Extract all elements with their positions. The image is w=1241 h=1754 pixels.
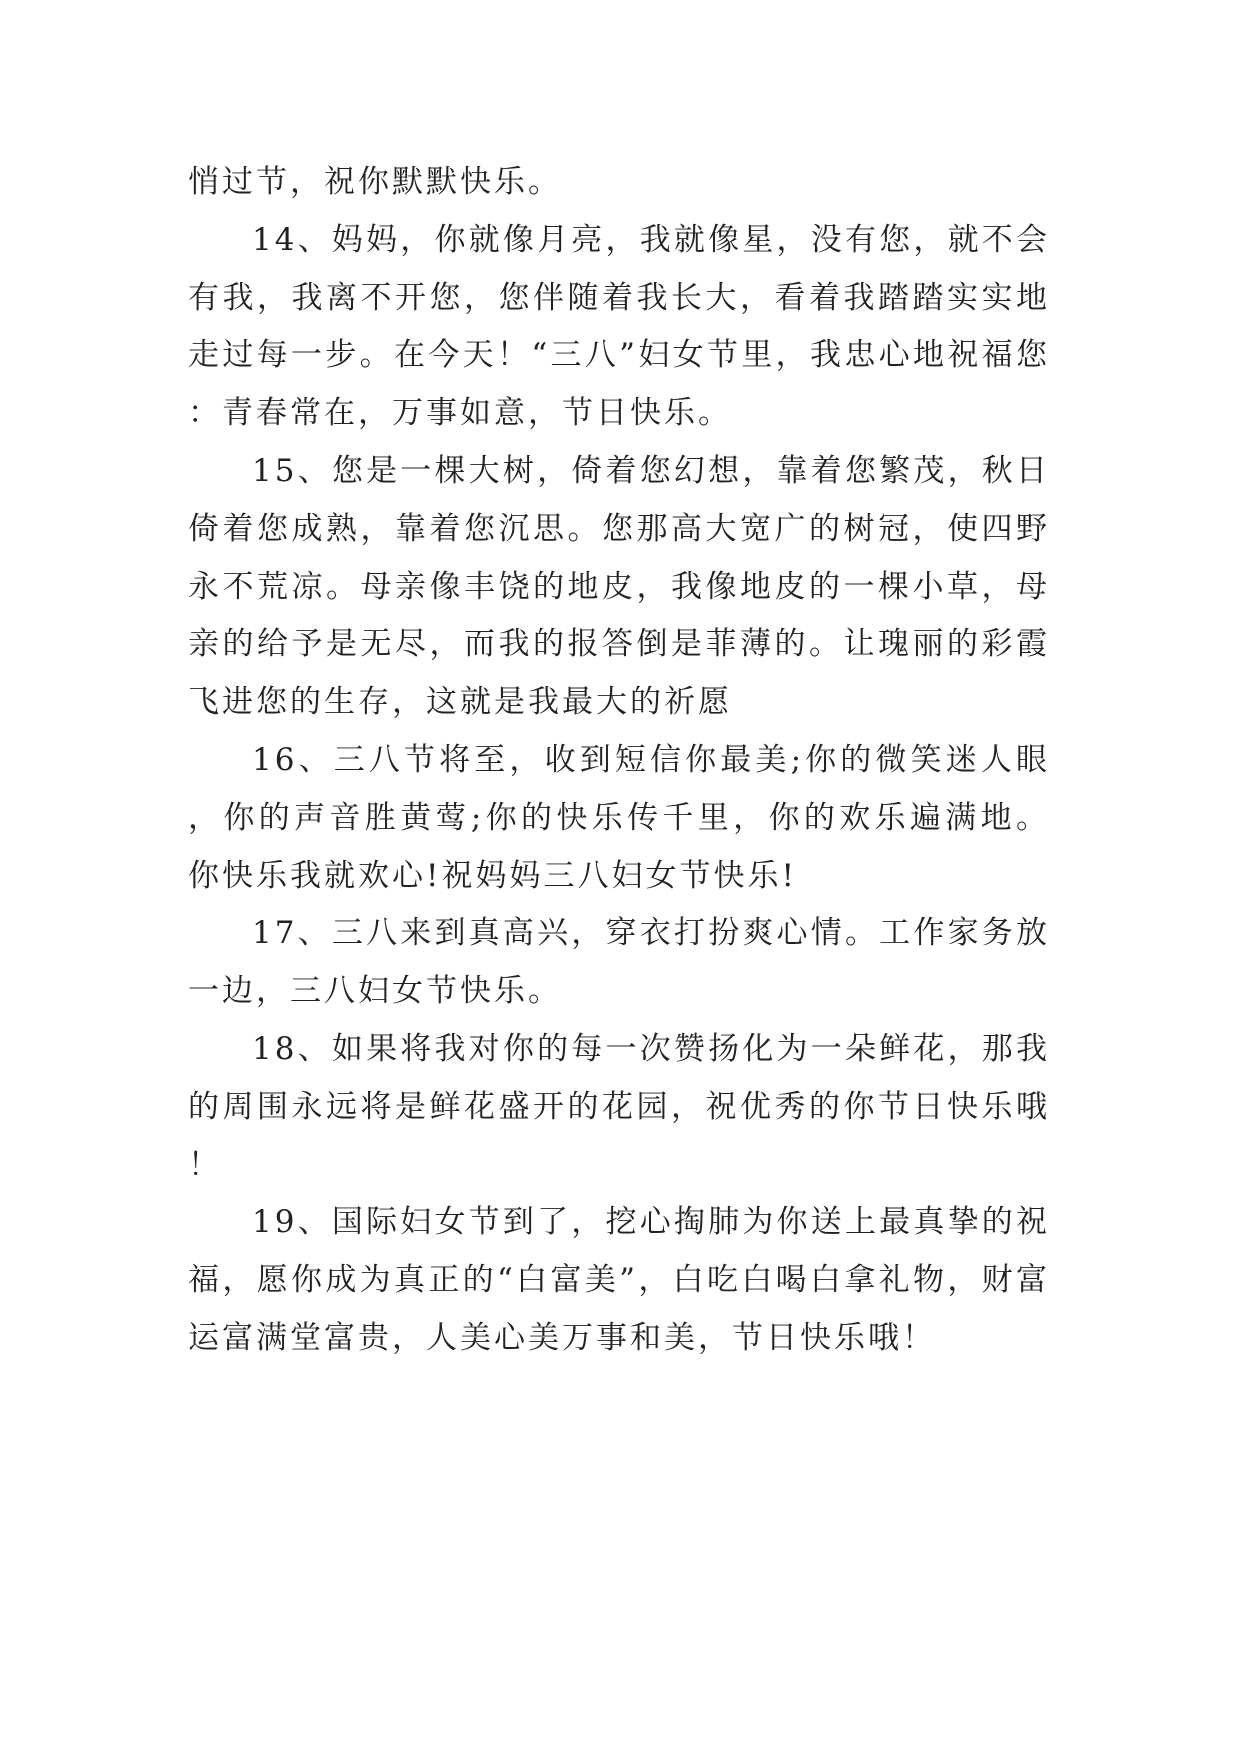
- paragraph-item-14: 14、妈妈，你就像月亮，我就像星，没有您，就不会有我，我离不开您，您伴随着我长大，看着我踏踏实实地走过每一步。在今天！“三八”妇女节里，我忠心地祝福您：青春常在，万事如意，节日快乐。: [188, 221, 1050, 432]
- paragraph-item-17: 17、三八来到真高兴，穿衣打扮爽心情。工作家务放一边，三八妇女节快乐。: [188, 915, 1050, 1010]
- paragraph-item-15: 15、您是一棵大树，倚着您幻想，靠着您繁茂，秋日倚着您成熟，靠着您沉思。您那高大宽广的树冠，使四野永不荒凉。母亲像丰饶的地皮，我像地皮的一棵小草，母亲的给予是无尽，而我的报答倒是菲薄的。让瑰丽的彩霞飞进您的生存，这就是我最大的祈愿: [188, 452, 1050, 721]
- paragraph-item-19: 19、国际妇女节到了，挖心掏肺为你送上最真挚的祝福，愿你成为真正的“白富美”，白吃白喝白拿礼物，财富运富满堂富贵，人美心美万事和美，节日快乐哦！: [188, 1204, 1050, 1356]
- paragraph-continuation: 悄过节，祝你默默快乐。: [188, 164, 562, 200]
- paragraph-item-18: 18、如果将我对你的每一次赞扬化为一朵鲜花，那我的周围永远将是鲜花盛开的花园，祝优秀的你节日快乐哦！: [188, 1030, 1050, 1183]
- document-body: [188, 154, 1050, 1368]
- paragraph-item-16: 16、三八节将至，收到短信你最美;你的微笑迷人眼，你的声音胜黄莺;你的快乐传千里，你的欢乐遍满地。你快乐我就欢心!祝妈妈三八妇女节快乐!: [188, 741, 1050, 894]
